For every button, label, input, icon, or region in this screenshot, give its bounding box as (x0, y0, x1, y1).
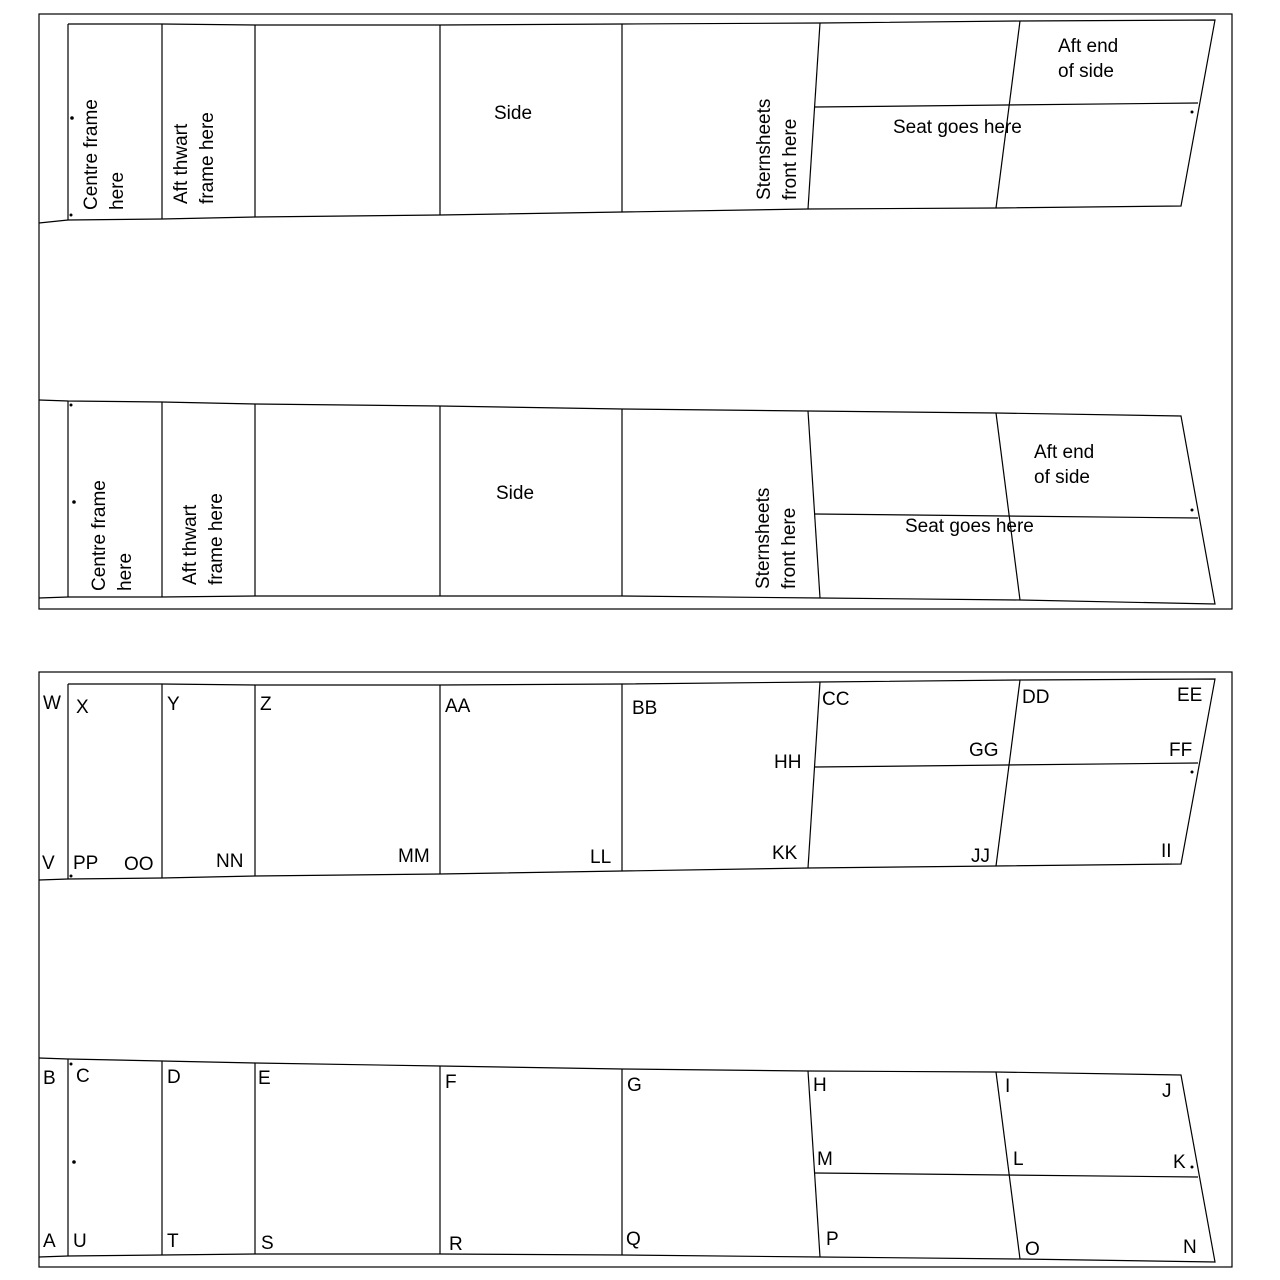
bottom-panel-border (39, 672, 1232, 1267)
point-label: GG (969, 740, 999, 761)
label-line: Aft end (1058, 36, 1119, 57)
marker-dot (70, 875, 73, 878)
station-line (808, 411, 820, 598)
seat-line (815, 1173, 1198, 1177)
label-line: Sternsheets (753, 487, 774, 589)
point-label: F (445, 1072, 457, 1093)
point-label: AA (445, 696, 471, 717)
station-line (808, 682, 820, 868)
point-label: NN (216, 851, 244, 872)
point-label: L (1013, 1149, 1024, 1170)
aft-end-label (1034, 442, 1100, 488)
point-label: KK (772, 843, 798, 864)
point-label: C (76, 1066, 90, 1087)
marker-dot (72, 1160, 76, 1164)
marker-dot (1191, 111, 1194, 114)
label-line: Centre frame (89, 480, 110, 591)
point-label: M (817, 1149, 833, 1170)
sternsheets-label (753, 482, 800, 589)
marker-dot (70, 1063, 73, 1066)
point-label: I (1005, 1076, 1011, 1097)
point-label: OO (124, 854, 154, 875)
point-label: U (73, 1231, 87, 1252)
station-line (808, 23, 820, 209)
point-label: LL (590, 847, 612, 868)
marker-dot (72, 500, 76, 504)
label-line: of side (1058, 61, 1114, 82)
sternsheets-label (754, 93, 801, 200)
point-label: Y (167, 694, 180, 715)
point-label: O (1025, 1239, 1040, 1260)
lettered-piece-lower (39, 1058, 1215, 1262)
point-label: T (167, 1231, 179, 1252)
point-label: D (167, 1067, 181, 1088)
centre-frame-label (81, 94, 128, 210)
aft-thwart-label (171, 112, 218, 204)
point-label: S (261, 1233, 274, 1254)
marker-dot (70, 404, 73, 407)
seat-line (815, 103, 1198, 107)
point-label: X (76, 697, 89, 718)
marker-dot (1191, 1166, 1194, 1169)
label-line: here (107, 171, 128, 210)
point-label: E (258, 1068, 271, 1089)
point-label: V (42, 853, 55, 874)
side-label: Side (496, 483, 535, 504)
station-line (996, 413, 1020, 600)
centre-frame-label (89, 475, 136, 591)
point-label: N (1183, 1237, 1197, 1258)
station-line (996, 680, 1020, 866)
point-label: G (627, 1075, 642, 1096)
point-label: PP (73, 853, 99, 874)
point-label: JJ (971, 846, 990, 867)
aft-end-label (1058, 36, 1124, 82)
bottom-panel (39, 672, 1232, 1267)
aft-thwart-label (180, 493, 227, 585)
marker-dot (1191, 771, 1194, 774)
point-label: BB (632, 698, 658, 719)
label-line: Aft thwart (171, 123, 192, 204)
label-line: here (115, 552, 136, 591)
side-piece-1 (39, 20, 1215, 223)
point-label: R (449, 1234, 463, 1255)
seat-line (815, 763, 1198, 767)
seat-label: Seat goes here (905, 516, 1034, 537)
lettered-piece-upper (39, 679, 1215, 880)
label-line: frame here (197, 112, 218, 204)
marker-dot (1191, 509, 1194, 512)
piece-outline (39, 679, 1215, 880)
top-panel (39, 14, 1232, 609)
point-label: A (43, 1231, 56, 1252)
label-line: Aft end (1034, 442, 1095, 463)
seat-label: Seat goes here (893, 117, 1022, 138)
side-label: Side (494, 103, 533, 124)
point-label: MM (398, 846, 430, 867)
station-line (996, 21, 1020, 208)
label-line: frame here (206, 493, 227, 585)
marker-dot (70, 214, 73, 217)
point-label: HH (774, 752, 802, 773)
label-line: front here (780, 118, 801, 200)
point-label: II (1161, 841, 1172, 862)
point-label: CC (822, 689, 850, 710)
point-label: FF (1169, 740, 1193, 761)
point-label: EE (1177, 685, 1203, 706)
label-line: Centre frame (81, 99, 102, 210)
point-label: K (1173, 1152, 1186, 1173)
point-label: H (813, 1075, 827, 1096)
point-label: B (43, 1068, 56, 1089)
point-label: P (826, 1229, 839, 1250)
point-label: Z (260, 694, 272, 715)
side-piece-2 (39, 400, 1215, 604)
point-label: J (1162, 1081, 1172, 1102)
label-line: front here (779, 507, 800, 589)
label-line: of side (1034, 467, 1090, 488)
marker-dot (70, 116, 74, 120)
label-line: Sternsheets (754, 98, 775, 200)
label-line: Aft thwart (180, 504, 201, 585)
point-label: DD (1022, 687, 1050, 708)
point-label: W (43, 693, 61, 714)
point-label: Q (626, 1229, 641, 1250)
